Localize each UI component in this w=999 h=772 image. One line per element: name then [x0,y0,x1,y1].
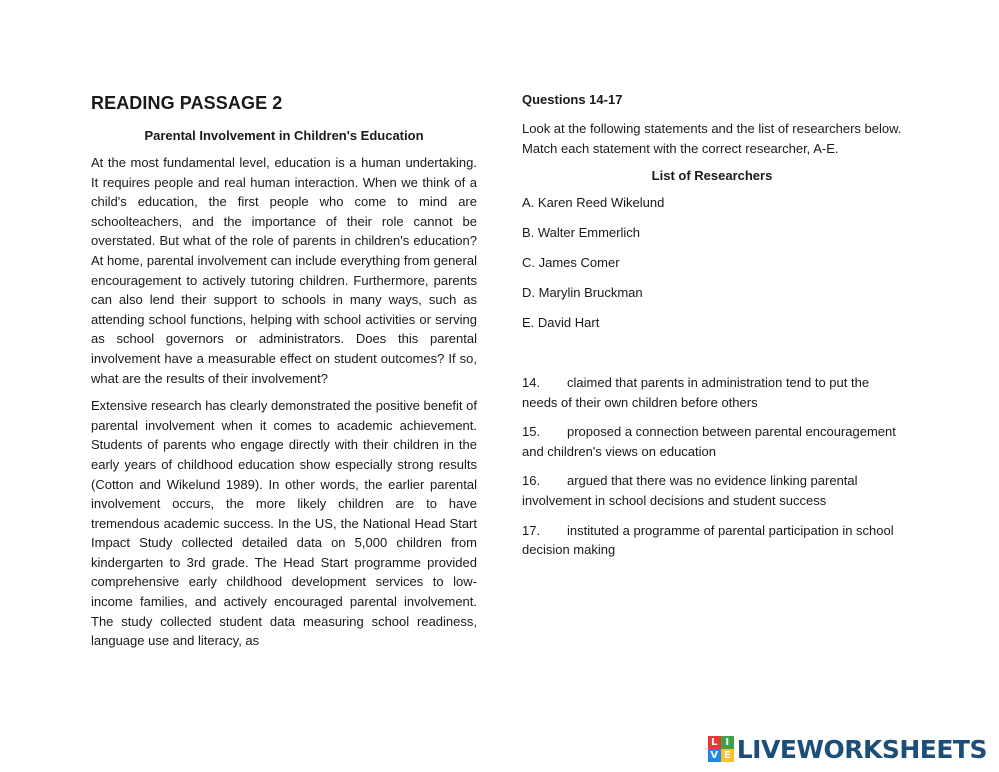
question-item [522,521,902,560]
question-text: claimed that parents in administration tend to put the needs of their own children before others [522,375,870,410]
researchers-list [522,193,902,333]
researchers-list-title: List of Researchers [651,168,773,184]
logo-mark-letter: I [721,736,734,749]
spacer [522,343,902,373]
passage-paragraph: Extensive research has clearly demonstrated the positive benefit of parental involvement when it comes to academic achievement. Students of parents who engage directly with their children in the early years of childhood education show especially strong results (Cotton and Wikelund 1989). In other words, the earlier parental involvement occurs, the more likely children are to have tremendous academic success. In the US, the National Head Start Impact Study collected detailed data on 5,000 children from kindergarten to 3rd grade. The Head Start programme provided comprehensive early childhood development services to low-income families, and actively encouraged parental involvement. The study collected student data measuring school readiness, language use and literacy, as [91,398,477,649]
researcher-item: D. Marylin Bruckman [522,285,643,301]
researcher-item: B. Walter Emmerlich [522,225,640,241]
question-text: proposed a connection between parental encouragement and children's views on education [522,424,896,459]
reading-passage [91,90,477,659]
logo-text: LIVEWORKSHEETS [736,734,987,764]
passage-subtitle: Parental Involvement in Children's Education [144,128,424,143]
researcher-item: E. David Hart [522,315,600,331]
question-number: 15. [522,424,541,440]
liveworksheets-logo[interactable] [708,732,987,766]
question-list [522,373,902,560]
question-item [522,373,902,412]
question-number: 16. [522,473,541,489]
question-text: instituted a programme of parental participation in school decision making [522,522,894,558]
questions-instructions: Look at the following statements and the list of researchers below. Match each statement with the correct researcher, A-E. [522,121,902,156]
researcher-item: A. Karen Reed Wikelund [522,195,665,211]
questions-section [522,90,902,570]
researcher-item: C. James Comer [522,255,620,271]
logo-mark-letter: V [708,749,721,762]
passage-title: READING PASSAGE 2 [91,93,283,113]
question-text: argued that there was no evidence linking parental involvement in school decisions and student success [522,473,858,509]
question-number: 14. [522,375,541,391]
question-item [522,422,902,461]
questions-heading: Questions 14-17 [522,92,623,107]
logo-mark-icon [708,736,734,762]
logo-mark-letter: L [708,736,721,749]
logo-mark-letter: E [721,749,734,762]
passage-paragraph: At the most fundamental level, education is a human undertaking. It requires people and real human interaction. When we think of a child's education, the first people who come to mind are schoolteachers, and the importance of their role cannot be overstated. But what of the role of parents in children's education? At home, parental involvement can include everything from general encouragement to actively tutoring children. Furthermore, parents can also lend their support to schools in many ways, such as attending school functions, helping with school activities or serving as school governors or administrators. Does this parental involvement have a measurable effect on student outcomes? If so, what are the results of their involvement? [91,155,477,386]
question-item [522,471,902,510]
question-number: 17. [522,522,541,538]
